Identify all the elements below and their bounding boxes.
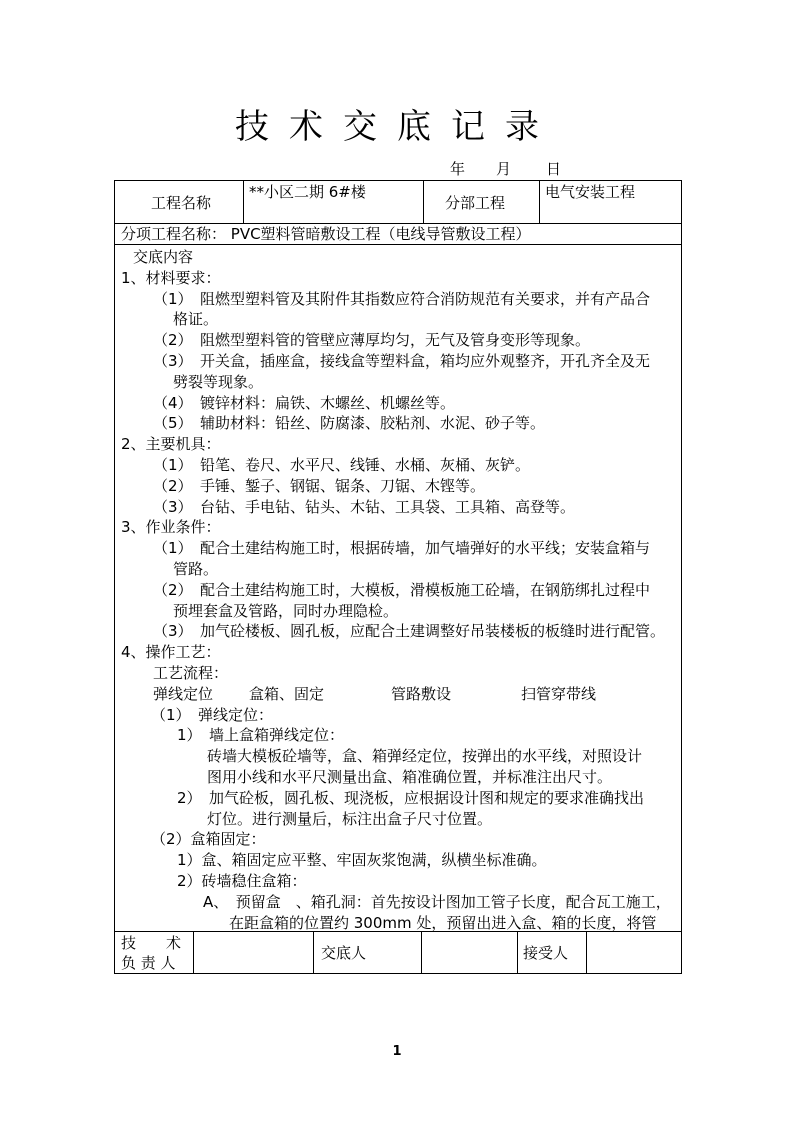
flow-step: 弹线定位 bbox=[153, 684, 214, 703]
division-label: 分部工程 bbox=[445, 194, 506, 212]
page-number: 1 bbox=[392, 1044, 402, 1059]
content-line: （1） 弹线定位： bbox=[151, 705, 274, 724]
section-heading: 2、主要机具： bbox=[121, 435, 221, 454]
content-line: 劈裂等现象。 bbox=[173, 372, 264, 391]
content-line: （1） 铅笔、卷尺、水平尺、线锤、水桶、灰桶、灰铲。 bbox=[153, 455, 531, 474]
content-line: 管路。 bbox=[173, 559, 219, 578]
content-line: 1） 墙上盒箱弹线定位： bbox=[177, 726, 345, 745]
content-line: 砖墙大模板砼墙等，盒、箱弹经定位，按弹出的水平线，对照设计 bbox=[207, 747, 643, 766]
project-name-value: **小区二期 6#楼 bbox=[249, 183, 366, 201]
content-line: （1） 阻燃型塑料管及其附件其指数应符合消防规范有关要求，并有产品合 bbox=[153, 289, 651, 308]
content-line: （3） 台钻、手电钻、钻头、木钻、工具袋、工具箱、高登等。 bbox=[153, 497, 576, 516]
discloser-label: 交底人 bbox=[321, 944, 367, 962]
divider bbox=[313, 931, 314, 974]
content-line: 灯位。进行测量后，标注出盒子尺寸位置。 bbox=[207, 809, 493, 828]
divider bbox=[517, 931, 518, 974]
date-day: 日 bbox=[546, 160, 562, 178]
content-line: 2） 加气砼板，圆孔板、现浇板，应根据设计图和规定的要求准确找出 bbox=[177, 788, 645, 807]
date-row bbox=[450, 158, 570, 178]
flow-step: 管路敷设 bbox=[391, 684, 452, 703]
flow-label: 工艺流程： bbox=[153, 663, 229, 682]
record-table bbox=[114, 180, 682, 974]
section-heading: 1、材料要求： bbox=[121, 268, 221, 287]
process-flow bbox=[121, 684, 673, 705]
section-heading: 4、操作工艺： bbox=[121, 643, 221, 662]
divider bbox=[421, 931, 422, 974]
content-line: （4） 镀锌材料：扁铁、木螺丝、机螺丝等。 bbox=[153, 393, 456, 412]
content-line: （2） 阻燃型塑料管的管壁应薄厚均匀，无气及管身变形等现象。 bbox=[153, 331, 591, 350]
section-heading: 3、作业条件： bbox=[121, 518, 221, 537]
content-line: A、 预留盒 、箱孔洞：首先按设计图加工管子长度，配合瓦工施工， bbox=[203, 892, 671, 911]
tech-lead-label-2: 负 责 人 bbox=[121, 954, 176, 972]
content-line: 2）砖墙稳住盒箱： bbox=[177, 871, 307, 890]
content-line: 格证。 bbox=[173, 310, 219, 329]
sub-project-row: 分项工程名称： PVC塑料管暗敷设工程（电线导管敷设工程） bbox=[121, 225, 531, 243]
divider bbox=[423, 181, 424, 223]
content-line: （3） 加气砼楼板、圆孔板，应配合土建调整好吊装楼板的板缝时进行配管。 bbox=[153, 622, 666, 641]
date-year: 年 bbox=[450, 160, 466, 178]
divider bbox=[115, 244, 681, 245]
divider bbox=[586, 931, 587, 974]
flow-step: 盒箱、固定 bbox=[249, 684, 325, 703]
divider bbox=[193, 931, 194, 974]
divider bbox=[243, 181, 244, 223]
project-name-label: 工程名称 bbox=[151, 194, 212, 212]
content-line: （2） 配合土建结构施工时，大模板，滑模板施工砼墙，在钢筋绑扎过程中 bbox=[153, 580, 651, 599]
content-line: 预埋套盒及管路，同时办理隐检。 bbox=[173, 601, 399, 620]
content-line: （2）盒箱固定： bbox=[151, 830, 266, 849]
receiver-label: 接受人 bbox=[523, 944, 569, 962]
content-line: 在距盒箱的位置约 300mm 处，预留出进入盒、箱的长度，将管 bbox=[229, 913, 657, 932]
divider bbox=[539, 181, 540, 223]
date-month: 月 bbox=[496, 160, 512, 178]
content-line: 图用小线和水平尺测量出盒、箱准确位置，并标准注出尺寸。 bbox=[207, 767, 613, 786]
disclosure-content bbox=[121, 247, 673, 933]
tech-lead-label: 技 术 bbox=[121, 934, 182, 952]
content-line: （2） 手锤、錾子、钢锯、锯条、刀锯、木铿等。 bbox=[153, 476, 486, 495]
content-line: （5） 辅助材料：铅丝、防腐漆、胶粘剂、水泥、砂子等。 bbox=[153, 414, 546, 433]
content-line: （3） 开关盒，插座盒，接线盒等塑料盒，箱均应外观整齐，开孔齐全及无 bbox=[153, 351, 651, 370]
division-value: 电气安装工程 bbox=[545, 183, 636, 201]
content-line: （1） 配合土建结构施工时，根据砖墙，加气墙弹好的水平线；安装盒箱与 bbox=[153, 539, 651, 558]
document-title: 技术交底记录 bbox=[235, 107, 559, 147]
flow-step: 扫管穿带线 bbox=[521, 684, 597, 703]
content-heading: 交底内容 bbox=[133, 248, 194, 266]
content-line: 1）盒、箱固定应平整、牢固灰浆饱满，纵横坐标准确。 bbox=[177, 851, 547, 870]
